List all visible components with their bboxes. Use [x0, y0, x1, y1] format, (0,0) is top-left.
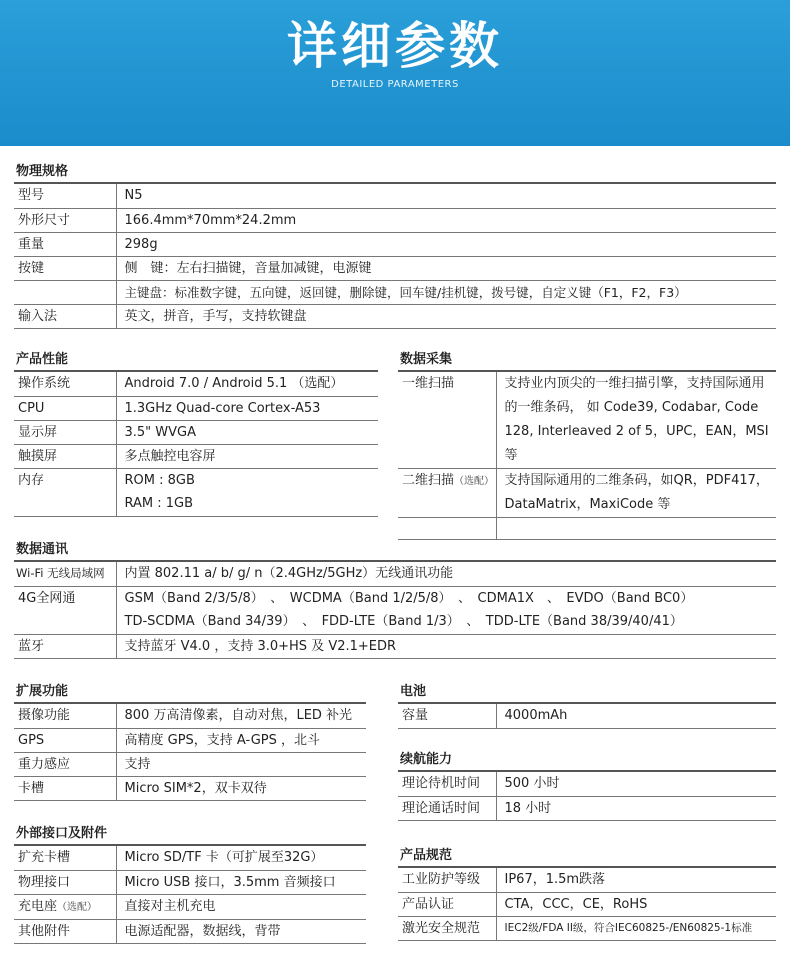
- optional-note: （选配）: [454, 476, 495, 487]
- spec-value: ROM : 8GB: [124, 472, 195, 488]
- spec-key: Wi-Fi 无线局域网: [14, 562, 116, 586]
- spec-value: 支持业内顶尖的一维扫描引擎，支持国际通用的一维条码， 如 Code39, Codabar, Code 128, Interleaved 2 of 5，UPC，EAN，MSI 等: [496, 372, 776, 469]
- spec-value: 166.4mm*70mm*24.2mm: [116, 208, 776, 232]
- spec-key: [14, 280, 116, 304]
- table-row: [14, 304, 776, 328]
- spec-table: [14, 372, 378, 517]
- table-row: [14, 208, 776, 232]
- spec-value: 侧 键：左右扫描键，音量加减键，电源键: [116, 256, 776, 280]
- section-extend: [14, 680, 366, 801]
- table-row: [14, 396, 378, 420]
- section-heading: 续航能力: [398, 748, 776, 772]
- section-capture: [398, 348, 776, 540]
- spec-key: 外形尺寸: [14, 208, 116, 232]
- table-row: [14, 420, 378, 444]
- spec-table: [14, 704, 366, 801]
- spec-key: 容量: [398, 704, 496, 728]
- spec-key: 卡槽: [14, 776, 116, 800]
- spec-table: [398, 772, 776, 821]
- spec-value: [496, 518, 776, 540]
- optional-note: （选配）: [57, 901, 98, 913]
- spec-value: Micro USB 接口，3.5mm 音频接口: [116, 870, 366, 894]
- spec-value: Android 7.0 / Android 5.1 （选配）: [116, 372, 378, 396]
- table-row: [14, 846, 366, 870]
- section-physical: [14, 160, 776, 329]
- spec-value: 800 万高清像素，自动对焦，LED 补光: [116, 704, 366, 728]
- spec-value: 多点触控电容屏: [116, 444, 378, 468]
- table-row: [398, 518, 776, 540]
- table-row: [14, 492, 378, 516]
- spec-key: 一维扫描: [398, 372, 496, 469]
- spec-value: 支持国际通用的二维条码，如QR，PDF417，DataMatrix，MaxiCode 等: [496, 469, 776, 518]
- table-row: [398, 796, 776, 820]
- spec-key: 工业防护等级: [398, 868, 496, 892]
- spec-key: 重量: [14, 232, 116, 256]
- spec-key: 输入法: [14, 304, 116, 328]
- table-row: [398, 916, 776, 940]
- spec-value: 500 小时: [496, 772, 776, 796]
- table-row: [398, 704, 776, 728]
- spec-key: [398, 469, 496, 518]
- spec-table: [398, 372, 776, 540]
- section-comm: [14, 538, 776, 659]
- section-endurance: [398, 748, 776, 821]
- spec-value: 电源适配器，数据线，背带: [116, 919, 366, 943]
- table-row: [14, 634, 776, 658]
- spec-table: [14, 846, 366, 944]
- table-row: [14, 752, 366, 776]
- table-row: [14, 562, 776, 586]
- spec-value: 支持: [116, 752, 366, 776]
- table-row: [14, 280, 776, 304]
- section-heading: 物理规格: [14, 160, 776, 184]
- spec-value: RAM : 1GB: [116, 492, 378, 516]
- spec-key: CPU: [14, 396, 116, 420]
- spec-key: [398, 518, 496, 540]
- spec-table: [398, 868, 776, 941]
- spec-key: 其他附件: [14, 919, 116, 943]
- spec-table: [14, 184, 776, 329]
- table-row: [14, 776, 366, 800]
- spec-key: 4G全网通: [14, 586, 116, 610]
- spec-key: 内存: [14, 468, 116, 492]
- table-row: [14, 894, 366, 919]
- spec-value: N5: [116, 184, 776, 208]
- table-row: [398, 892, 776, 916]
- table-row: [14, 610, 776, 634]
- spec-value: TD-SCDMA（Band 34/39） 、 FDD-LTE（Band 1/3） 、 TDD-LTE（Band 38/39/40/41）: [116, 610, 776, 634]
- spec-value: IP67，1.5m跌落: [496, 868, 776, 892]
- spec-value: 支持蓝牙 V4.0 ，支持 3.0+HS 及 V2.1+EDR: [116, 634, 776, 658]
- spec-key-label: 二维扫描: [402, 473, 455, 488]
- spec-value: IEC2级/FDA II级，符合IEC60825-/EN60825-1标准: [496, 916, 776, 940]
- spec-key: 重力感应: [14, 752, 116, 776]
- table-row: [14, 232, 776, 256]
- section-heading: 电池: [398, 680, 776, 704]
- table-row: [14, 586, 776, 610]
- table-row: [14, 184, 776, 208]
- table-row: [14, 870, 366, 894]
- spec-key: 激光安全规范: [398, 916, 496, 940]
- spec-key: 显示屏: [14, 420, 116, 444]
- spec-key: 操作系统: [14, 372, 116, 396]
- spec-table: [14, 562, 776, 659]
- spec-value: 298g: [116, 232, 776, 256]
- section-heading: 扩展功能: [14, 680, 366, 704]
- table-row: [14, 444, 378, 468]
- table-row: [398, 868, 776, 892]
- spec-key: 产品认证: [398, 892, 496, 916]
- spec-value: 高精度 GPS，支持 A-GPS ，北斗: [116, 728, 366, 752]
- section-heading: 外部接口及附件: [14, 822, 366, 846]
- section-performance: [14, 348, 378, 517]
- table-row: [398, 469, 776, 518]
- section-standards: [398, 844, 776, 941]
- spec-key: 蓝牙: [14, 634, 116, 658]
- spec-key: 物理接口: [14, 870, 116, 894]
- spec-value: 3.5" WVGA: [116, 420, 378, 444]
- spec-key: 摄像功能: [14, 704, 116, 728]
- spec-value: 1.3GHz Quad-core Cortex-A53: [116, 396, 378, 420]
- spec-key: 理论待机时间: [398, 772, 496, 796]
- table-row: [14, 728, 366, 752]
- table-row: [398, 772, 776, 796]
- table-row: [14, 704, 366, 728]
- banner-subtitle: DETAILED PARAMETERS: [331, 79, 459, 90]
- spec-value: GSM（Band 2/3/5/8） 、 WCDMA（Band 1/2/5/8） 、 CDMA1X 、 EVDO（Band BC0）: [124, 590, 694, 606]
- spec-key: 理论通话时间: [398, 796, 496, 820]
- spec-key: [14, 610, 116, 634]
- spec-key: GPS: [14, 728, 116, 752]
- banner-title: 详细参数: [287, 17, 503, 75]
- spec-key: 触摸屏: [14, 444, 116, 468]
- spec-value: 直接对主机充电: [116, 894, 366, 919]
- section-ports: [14, 822, 366, 944]
- spec-table: [398, 704, 776, 729]
- section-heading: 产品规范: [398, 844, 776, 868]
- table-row: [14, 919, 366, 943]
- table-row: [14, 372, 378, 396]
- spec-value: 英文，拼音，手写，支持软键盘: [116, 304, 776, 328]
- table-row: [398, 372, 776, 469]
- section-heading: 数据采集: [398, 348, 776, 372]
- section-battery: [398, 680, 776, 729]
- spec-value: 主键盘：标准数字键，五向键，返回键，删除键，回车键/挂机键，拨号键，自定义键（F1，F2，F3）: [116, 280, 776, 304]
- spec-key: [14, 492, 116, 516]
- spec-key: 型号: [14, 184, 116, 208]
- spec-value: 18 小时: [496, 796, 776, 820]
- section-heading: 产品性能: [14, 348, 378, 372]
- spec-value: 内置 802.11 a/ b/ g/ n（2.4GHz/5GHz）无线通讯功能: [116, 562, 776, 586]
- spec-value: Micro SD/TF 卡（可扩展至32G）: [116, 846, 366, 870]
- spec-value: 4000mAh: [496, 704, 776, 728]
- spec-key: 按键: [14, 256, 116, 280]
- spec-value: CTA，CCC，CE，RoHS: [496, 892, 776, 916]
- spec-key: [14, 894, 116, 919]
- spec-key-label: 充电座: [18, 898, 58, 914]
- table-row: [14, 468, 378, 492]
- section-heading: 数据通讯: [14, 538, 776, 562]
- header-banner: [0, 0, 790, 146]
- table-row: [14, 256, 776, 280]
- spec-key: 扩充卡槽: [14, 846, 116, 870]
- spec-value: Micro SIM*2，双卡双待: [116, 776, 366, 800]
